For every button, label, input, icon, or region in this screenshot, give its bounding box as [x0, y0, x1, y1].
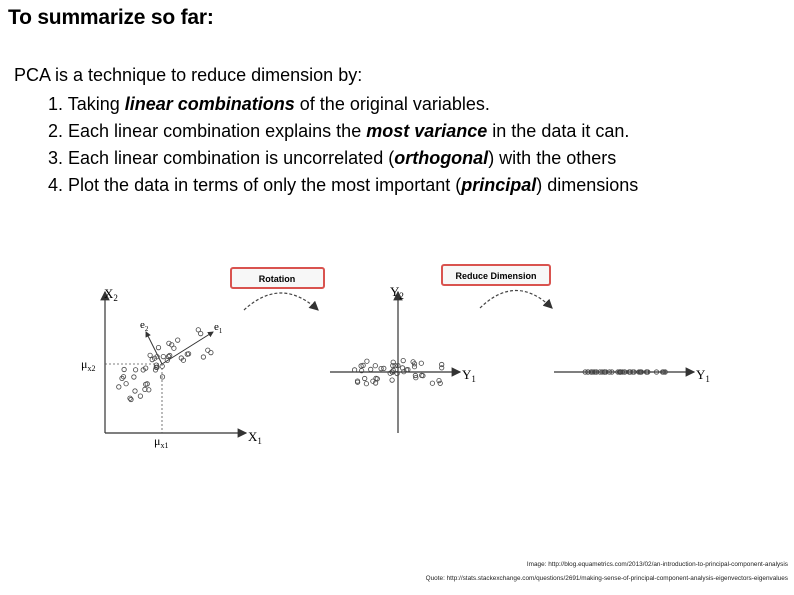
- data-point: [390, 378, 394, 382]
- step-item: [48, 172, 638, 199]
- intro-text: PCA is a technique to reduce dimension by:: [14, 65, 363, 85]
- step-emphasis: linear combinations: [124, 94, 295, 114]
- credits: [426, 558, 788, 586]
- data-point: [160, 375, 164, 379]
- data-point: [209, 350, 213, 354]
- data-point: [373, 364, 377, 368]
- data-point: [138, 394, 142, 398]
- step-text: Each linear combination is uncorrelated (: [68, 148, 395, 168]
- e2-label: $e_2$: [140, 319, 149, 333]
- axis-label-x1: $X_1$: [248, 429, 262, 446]
- data-point: [438, 381, 442, 385]
- data-point: [176, 338, 180, 342]
- axis-label-y1-reduced: $Y_1$: [696, 367, 710, 384]
- step-text: Taking: [67, 94, 125, 114]
- data-point: [369, 367, 373, 371]
- reduce-step: [442, 265, 552, 308]
- step-item: [48, 91, 638, 118]
- data-point: [156, 345, 160, 349]
- data-point: [365, 359, 369, 363]
- mean-x1-label: $\mu_{x1}$: [154, 434, 169, 450]
- data-point: [379, 366, 383, 370]
- rotation-arrow: [244, 293, 318, 310]
- step-number: 1.: [48, 94, 64, 114]
- quote-credit: Quote: http://stats.stackexchange.com/questions/2691/making-sense-of-principal-component-analysis-eigenvectors-eigenvalues: [425, 575, 788, 582]
- step-emphasis: most variance: [366, 121, 488, 141]
- step-text: of the original variables.: [294, 94, 490, 114]
- data-point: [199, 331, 203, 335]
- data-points-original: [117, 328, 213, 402]
- step-number: 4.: [48, 175, 64, 195]
- data-point: [401, 358, 405, 362]
- data-point: [440, 366, 444, 370]
- step-text: Each linear combination explains the: [68, 121, 367, 141]
- axis-label-y2: $Y_2$: [390, 284, 404, 301]
- step-emphasis: orthogonal: [394, 148, 489, 168]
- data-point: [363, 376, 367, 380]
- data-point: [161, 354, 165, 358]
- data-point: [133, 368, 137, 372]
- data-point: [419, 361, 423, 365]
- slide-title: To summarize so far:: [8, 6, 214, 29]
- e1-label: $e_1$: [214, 321, 223, 335]
- mean-x2-label: $\mu_{x2}$: [81, 357, 96, 373]
- step-emphasis: principal: [461, 175, 537, 195]
- data-point: [148, 353, 152, 357]
- step-item: [48, 118, 638, 145]
- reduce-label: Reduce Dimension: [455, 271, 537, 281]
- data-point: [400, 366, 404, 370]
- data-point: [133, 389, 137, 393]
- rotation-step: [231, 268, 324, 310]
- data-point: [437, 378, 441, 382]
- data-point: [124, 382, 128, 386]
- data-point: [117, 385, 121, 389]
- data-point: [412, 365, 416, 369]
- panel-reduced: [554, 367, 710, 384]
- step-number: 2.: [48, 121, 64, 141]
- panel-original: [81, 286, 262, 450]
- data-point: [132, 375, 136, 379]
- step-text: ) dimensions: [536, 175, 639, 195]
- rotation-label: Rotation: [258, 274, 296, 284]
- data-point: [172, 346, 176, 350]
- step-number: 3.: [48, 148, 64, 168]
- pca-figure: [76, 258, 736, 458]
- data-point: [206, 348, 210, 352]
- data-point: [201, 355, 205, 359]
- panel-rotated: [330, 284, 476, 433]
- data-point: [168, 353, 172, 357]
- step-text: in the data it can.: [487, 121, 630, 141]
- reduce-arrow: [480, 291, 552, 309]
- data-point: [122, 367, 126, 371]
- steps-list: [48, 91, 638, 199]
- data-point: [364, 382, 368, 386]
- step-item: [48, 145, 638, 172]
- axis-label-x2: $X_2$: [104, 286, 118, 303]
- data-point: [430, 381, 434, 385]
- axis-label-y1: $Y_1$: [462, 367, 476, 384]
- data-point: [129, 397, 133, 401]
- step-text: ) with the others: [488, 148, 617, 168]
- step-text: Plot the data in terms of only the most important (: [68, 175, 462, 195]
- image-credit: Image: http://blog.equametrics.com/2013/02/an-introduction-to-principal-component-analysis: [526, 561, 788, 568]
